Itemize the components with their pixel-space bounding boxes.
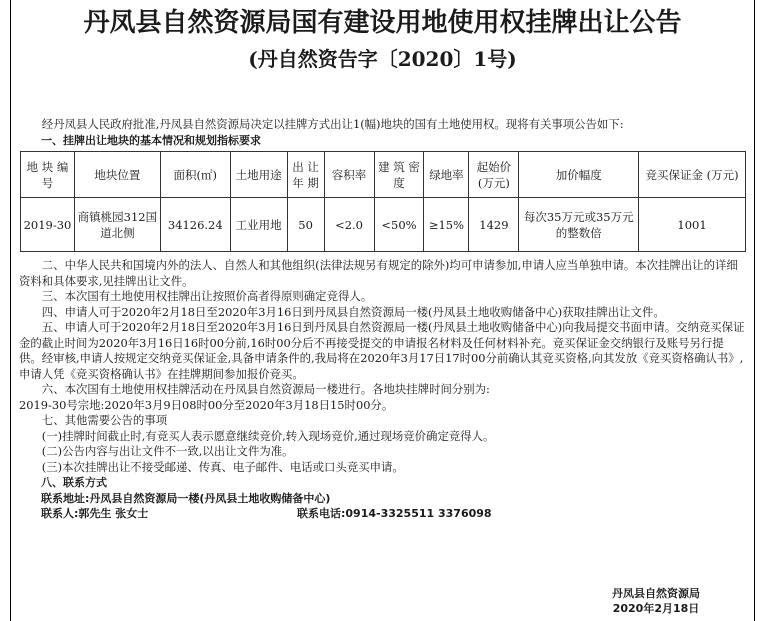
cell-term: 50 <box>287 198 324 252</box>
cell-deposit: 1001 <box>639 198 746 252</box>
contact-heading: 八、联系方式 <box>41 476 107 489</box>
contact-person: 联系人:郭先生 张女士 <box>41 507 149 520</box>
announcement-page <box>10 0 755 621</box>
paragraph-5: 五、申请人可于2020年2月18日至2020年3月16日到丹凤县自然资源局一楼(丹凤县土地收购储备中心)向我局提交书面申请。交纳竞买保证金的截止时间为2020年3月16日16时00分前,16时00分后不再接受提交的申请报名材料及任何材料补充。竞买保证金交纳银行及账号另行提供。经审核,申请人按规定交纳竞买保证金,具备申请条件的,我局将在2020年3月17日17时00分前确认其竞买资格,向其发放《竞买资格确认书》,申请人凭《竞买资格确认书》在挂牌期间参加报价竞买。 <box>19 320 745 381</box>
header-deposit: 竞买保证金 (万元) <box>639 152 746 198</box>
table-row <box>21 198 746 252</box>
section1-heading: 一、挂牌出让地块的基本情况和规划指标要求 <box>41 133 261 147</box>
cell-start-price: 1429 <box>469 198 519 252</box>
paragraph-6: 六、本次国有土地使用权挂牌活动在丹凤县自然资源局一楼进行。各地块挂牌时间分别为: <box>41 382 490 396</box>
intro-paragraph: 经丹凤县人民政府批准,丹凤县自然资源局决定以挂牌方式出让1(幅)地块的国有土地使用权。现将有关事项公告如下: <box>41 117 624 131</box>
paragraph-7-item-2: (二)公告内容与出让文件不一致,以出让文件为准。 <box>41 444 294 458</box>
table-header-row <box>21 152 746 198</box>
cell-area: 34126.24 <box>160 198 230 252</box>
paragraph-7-item-1: (一)挂牌时间截止时,有竞买人表示愿意继续竞价,转入现场竞价,通过现场竞价确定竞得人。 <box>41 428 495 443</box>
announcement-terms <box>11 258 754 522</box>
announcement-body <box>11 117 754 148</box>
header-start-price: 起始价 (万元) <box>469 152 519 198</box>
cell-density: <50% <box>374 198 424 252</box>
paragraph-6-detail: 2019-30号宗地:2020年3月9日08时00分至2020年3月18日15时00分。 <box>19 397 394 412</box>
header-increment: 加价幅度 <box>519 152 639 198</box>
signature-date: 2020年2月18日 <box>612 602 700 615</box>
paragraph-7-item-3: (三)本次挂牌出让不接受邮递、传真、电子邮件、电话或口头竞买申请。 <box>41 459 404 474</box>
header-term: 出 让 年 期 <box>287 152 324 198</box>
header-location: 地块位置 <box>74 152 160 198</box>
contact-phone: 联系电话:0914-3325511 3376098 <box>297 507 492 520</box>
signature-block <box>612 586 700 616</box>
cell-green: ≥15% <box>424 198 469 252</box>
cell-use: 工业用地 <box>230 198 287 252</box>
signature-org: 丹凤县自然资源局 <box>612 587 700 600</box>
paragraph-2: 二、中华人民共和国境内外的法人、自然人和其他组织(法律法规另有规定的除外)均可申请参加,申请人应当单独申请。本次挂牌出让的详细资料和具体要求,见挂牌出让文件。 <box>19 258 738 288</box>
cell-location: 商镇桃园312国道北侧 <box>74 198 160 252</box>
parcel-table <box>20 151 746 252</box>
header-green: 绿地率 <box>424 152 469 198</box>
contact-line <box>19 506 746 522</box>
cell-far: <2.0 <box>324 198 374 252</box>
paragraph-4: 四、申请人可于2020年2月18日至2020年3月16日到丹凤县自然资源局一楼(丹凤县土地收购储备中心)获取挂牌出让文件。 <box>41 304 665 319</box>
document-number: (丹自然资告字〔2020〕1号) <box>248 47 517 71</box>
contact-address: 联系地址:丹凤县自然资源局一楼(丹凤县土地收购储备中心) <box>41 491 331 505</box>
cell-parcel-no: 2019-30 <box>21 198 75 252</box>
header-far: 容积率 <box>324 152 374 198</box>
header-density: 建 筑 密 度 <box>374 152 424 198</box>
cell-increment: 每次35万元或35万元的整数倍 <box>519 198 639 252</box>
header-parcel-no: 地 块 编 号 <box>21 152 75 198</box>
header-area: 面积(㎡) <box>160 152 230 198</box>
paragraph-7: 七、其他需要公告的事项 <box>41 413 168 427</box>
paragraph-3: 三、本次国有土地使用权挂牌出让按照价高者得原则确定竞得人。 <box>41 289 373 303</box>
page-title: 丹凤县自然资源局国有建设用地使用权挂牌出让公告 <box>83 8 682 38</box>
header-use: 土地用途 <box>230 152 287 198</box>
